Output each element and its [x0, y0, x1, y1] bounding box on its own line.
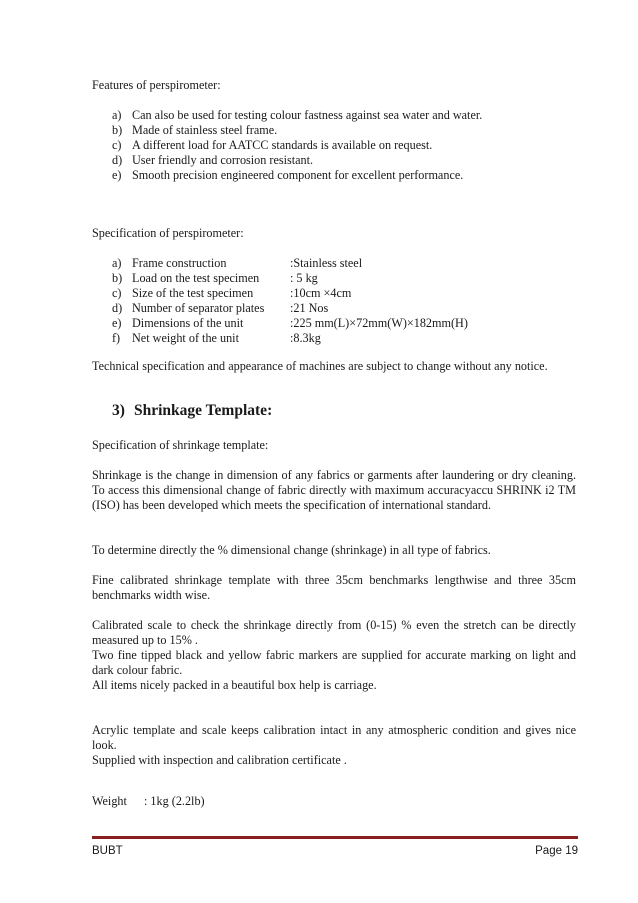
paragraph-group [92, 618, 576, 693]
list-item: c) A different load for AATCC standards is available on request. [112, 138, 433, 152]
spec-list [112, 256, 468, 346]
paragraph: All items nicely packed in a beautiful box help is carriage. [92, 678, 377, 692]
list-item: e) Smooth precision engineered component for excellent performance. [112, 168, 464, 182]
paragraph-group [92, 723, 576, 768]
paragraph: Fine calibrated shrinkage template with three 35cm benchmarks lengthwise and three 35cm benchmarks width wise. [92, 573, 576, 602]
list-item: b) Made of stainless steel frame. [112, 123, 278, 137]
list-item: a) Can also be used for testing colour fastness against sea water and water. [112, 108, 483, 122]
spec-heading: Specification of perspirometer: [92, 226, 244, 240]
paragraph: To determine directly the % dimensional change (shrinkage) in all type of fabrics. [92, 543, 491, 557]
features-list [112, 108, 482, 183]
paragraph: Calibrated scale to check the shrinkage directly from (0-15) % even the stretch can be directly measured up to 15% . [92, 618, 576, 647]
features-heading: Features of perspirometer: [92, 78, 221, 92]
paragraph: Supplied with inspection and calibration certificate . [92, 753, 347, 767]
section-heading: 3) Shrinkage Template: [112, 402, 273, 419]
spec-row: b) Load on the test specimen : 5 kg [112, 271, 318, 285]
page-number: Page 19 [535, 845, 578, 857]
footer-left: BUBT [92, 845, 123, 857]
spec-row: a) Frame construction :Stainless steel [112, 256, 363, 270]
spec-row: c) Size of the test specimen :10cm ×4cm [112, 286, 352, 300]
paragraph: Acrylic template and scale keeps calibration intact in any atmospheric condition and gives nice look. [92, 723, 576, 752]
spec-note: Technical specification and appearance of machines are subject to change without any notice. [92, 359, 548, 373]
spec-row: d) Number of separator plates :21 Nos [112, 301, 329, 315]
page-footer [92, 845, 578, 857]
list-item: d) User friendly and corrosion resistant. [112, 153, 314, 167]
weight-line: Weight : 1kg (2.2lb) [92, 794, 205, 808]
footer-rule [92, 836, 578, 839]
paragraph: Shrinkage is the change in dimension of any fabrics or garments after laundering or dry cleaning. To access this dimensional change of fabric directly with maximum accuracyaccu SHRINK i2 TM (ISO) has been developed which meets the specification of international standard. [92, 468, 576, 512]
paragraph: Two fine tipped black and yellow fabric markers are supplied for accurate marking on light and dark colour fabric. [92, 648, 576, 677]
spec-row: f) Net weight of the unit :8.3kg [112, 331, 321, 345]
spec-row: e) Dimensions of the unit :225 mm(L)×72mm(W)×182mm(H) [112, 316, 468, 330]
section-subheading: Specification of shrinkage template: [92, 438, 269, 452]
